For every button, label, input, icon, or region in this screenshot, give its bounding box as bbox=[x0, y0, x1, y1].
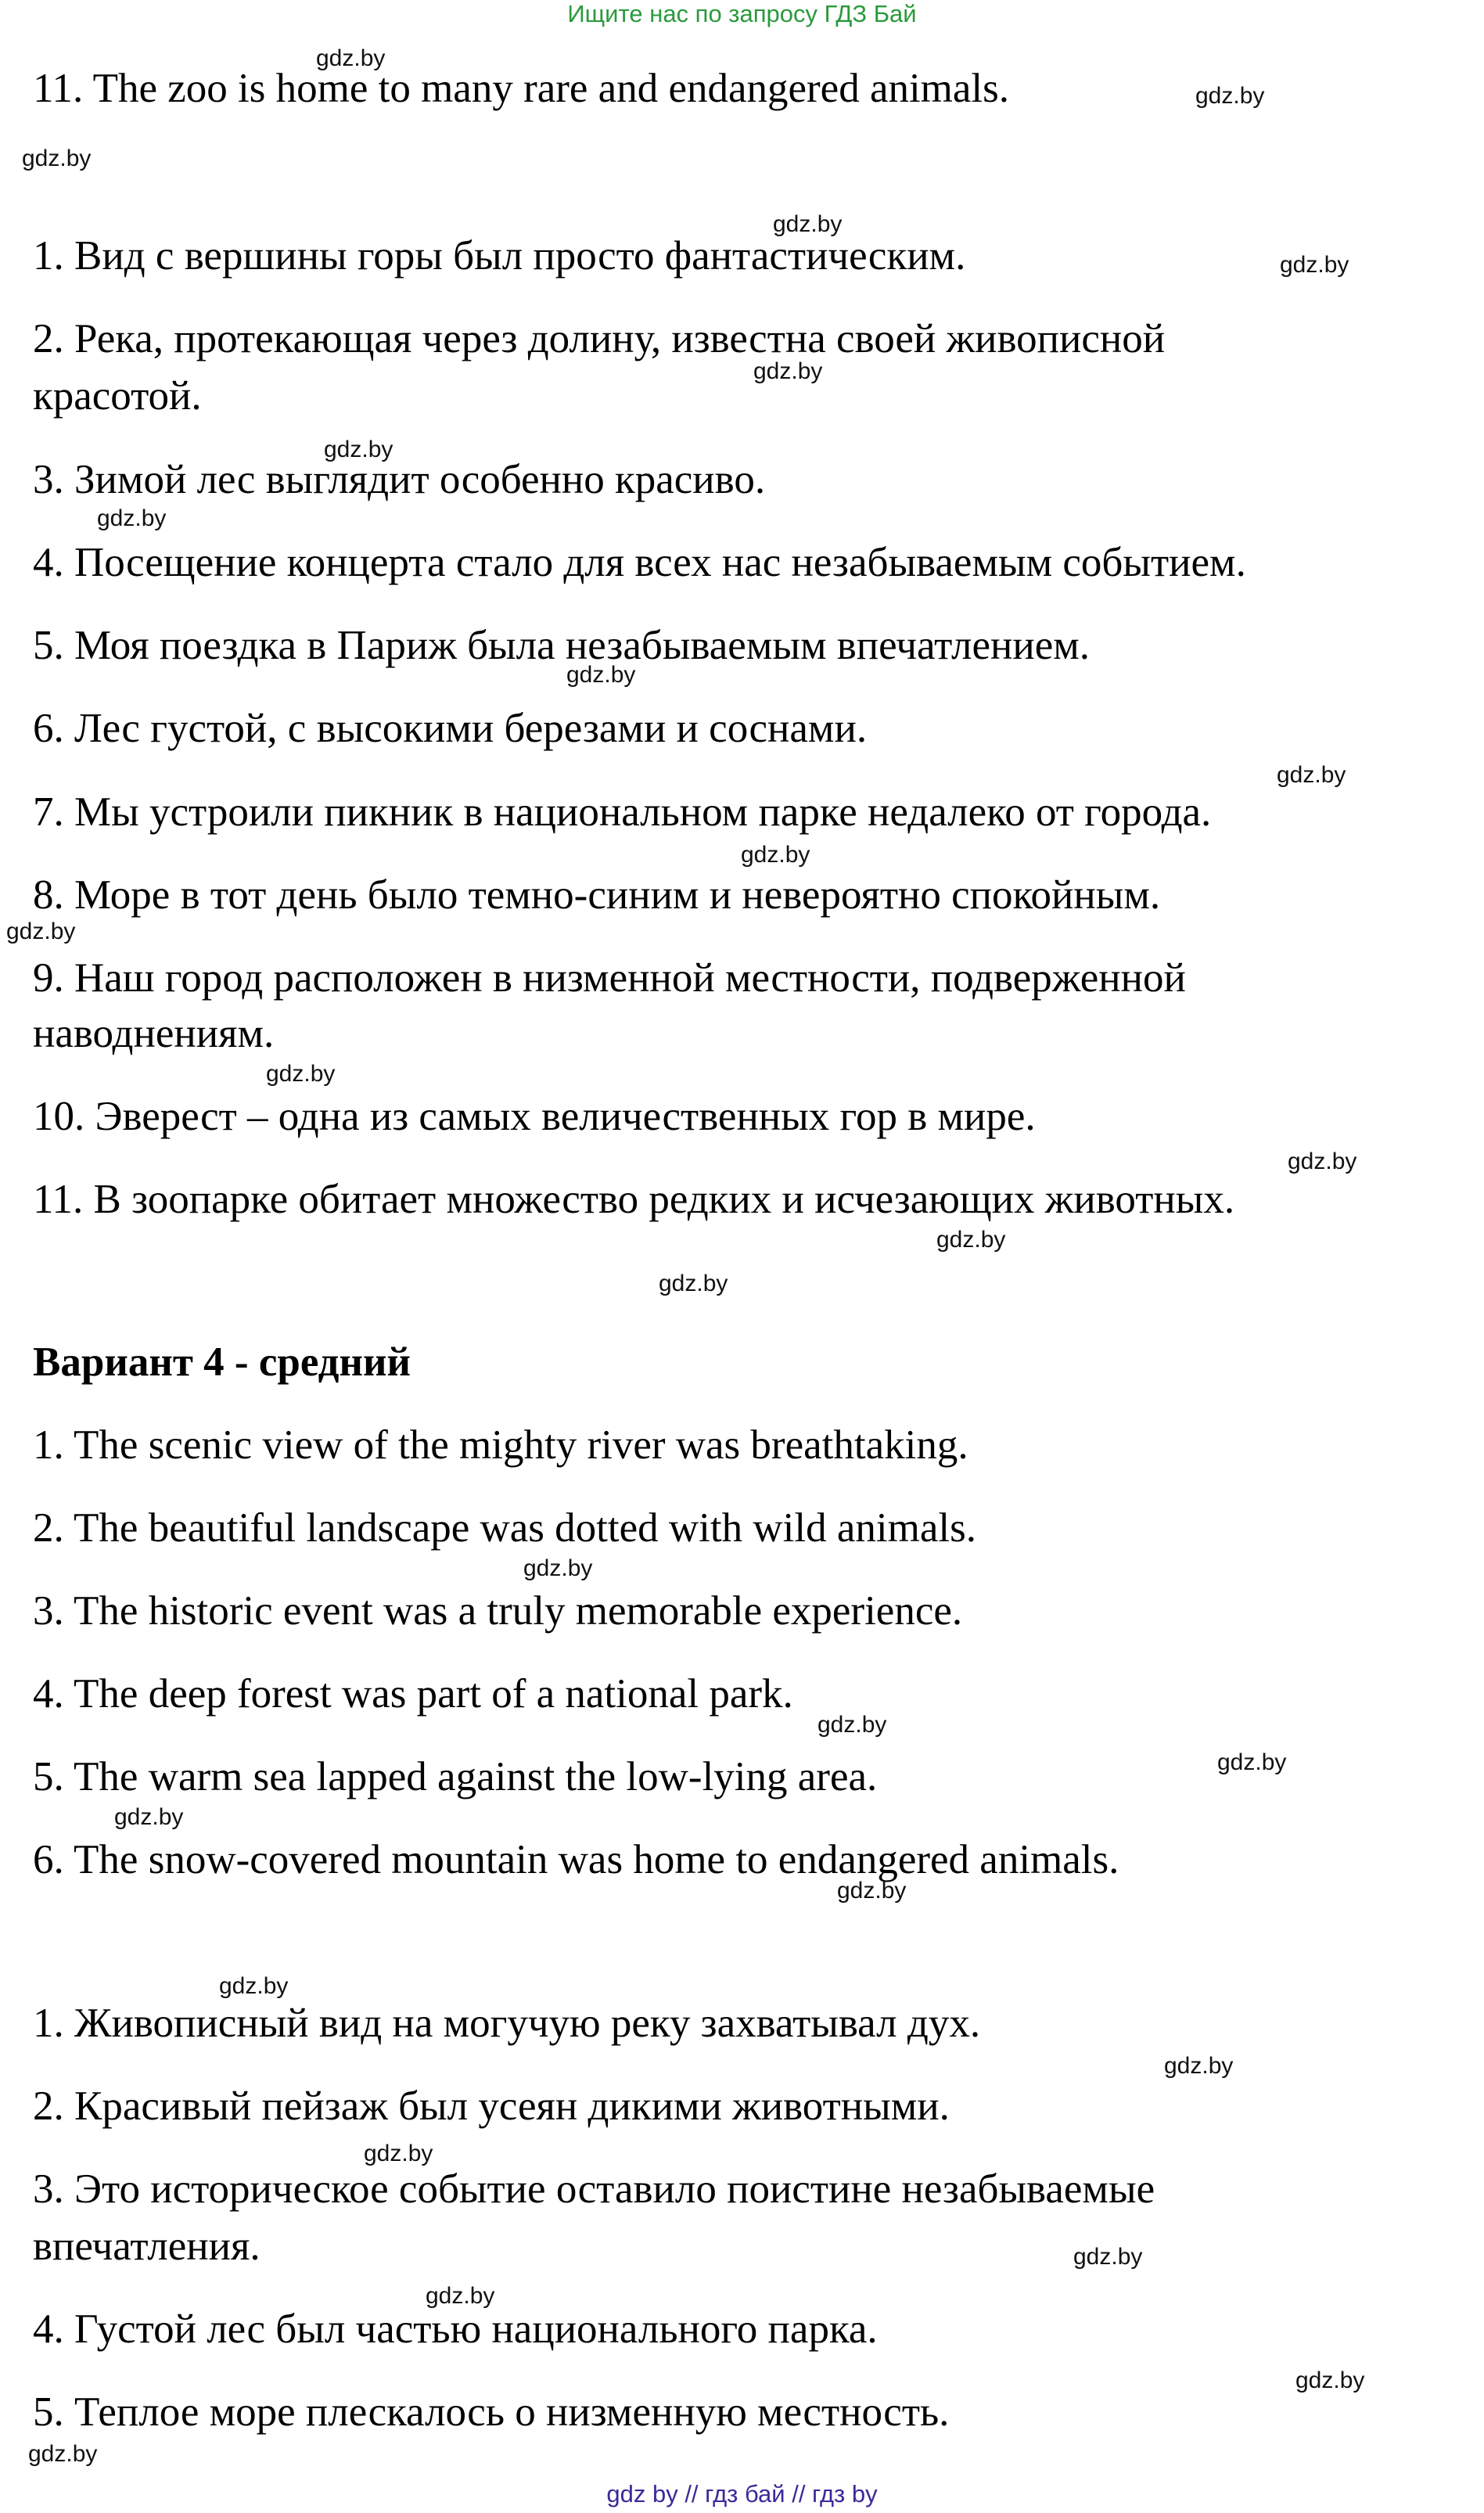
watermark: gdz.by bbox=[566, 662, 636, 688]
watermark: gdz.by bbox=[426, 2283, 495, 2309]
ru-item-3: 3. Зимой лес выглядит особенно красиво. bbox=[33, 457, 766, 502]
ru-item-7: 7. Мы устроили пикник в национальном парке недалеко от города. bbox=[33, 789, 1212, 835]
watermark: gdz.by bbox=[773, 211, 843, 237]
v4-en-item-1: 1. The scenic view of the mighty river was breathtaking. bbox=[33, 1422, 968, 1468]
ru-item-5: 5. Моя поездка в Париж была незабываемым впечатлением. bbox=[33, 623, 1091, 668]
ru-item-10: 10. Эверест – одна из самых величественных гор в мире. bbox=[33, 1094, 1036, 1139]
watermark: gdz.by bbox=[1277, 762, 1346, 788]
site-banner[interactable]: Ищите нас по запросу ГДЗ Бай bbox=[567, 0, 917, 27]
ru-item-4: 4. Посещение концерта стало для всех нас незабываемым событием. bbox=[33, 540, 1246, 585]
v4-en-item-2: 2. The beautiful landscape was dotted with wild animals. bbox=[33, 1505, 976, 1551]
ru-item-2-cont: красотой. bbox=[33, 373, 202, 419]
ru-item-1: 1. Вид с вершины горы был просто фантастическим. bbox=[33, 233, 966, 279]
v4-ru-item-3-cont: впечатления. bbox=[33, 2224, 261, 2269]
watermark: gdz.by bbox=[1280, 252, 1349, 278]
v4-ru-item-2: 2. Красивый пейзаж был усеян дикими животными. bbox=[33, 2083, 950, 2129]
watermark: gdz.by bbox=[364, 2141, 433, 2166]
v4-ru-item-4: 4. Густой лес был частью национального парка. bbox=[33, 2306, 878, 2352]
watermark: gdz.by bbox=[22, 146, 92, 171]
watermark: gdz.by bbox=[837, 1878, 907, 1904]
en-item-11: 11. The zoo is home to many rare and endangered animals. bbox=[33, 66, 1010, 111]
watermark: gdz.by bbox=[316, 45, 386, 71]
watermark: gdz.by bbox=[1217, 1749, 1287, 1775]
watermark: gdz.by bbox=[1073, 2244, 1143, 2270]
watermark: gdz.by bbox=[1195, 83, 1265, 109]
ru-item-8: 8. Море в тот день было темно-синим и невероятно спокойным. bbox=[33, 872, 1161, 918]
watermark: gdz.by bbox=[324, 437, 393, 462]
watermark: gdz.by bbox=[219, 1973, 289, 1999]
watermark: gdz.by bbox=[97, 505, 167, 531]
v4-en-item-3: 3. The historic event was a truly memorable experience. bbox=[33, 1588, 963, 1634]
watermark: gdz.by bbox=[6, 919, 76, 944]
ru-item-11: 11. В зоопарке обитает множество редких и исчезающих животных. bbox=[33, 1177, 1235, 1222]
v4-en-item-6: 6. The snow-covered mountain was home to endangered animals. bbox=[33, 1837, 1119, 1882]
v4-ru-item-3: 3. Это историческое событие оставило поистине незабываемые bbox=[33, 2166, 1155, 2212]
watermark: gdz.by bbox=[266, 1061, 336, 1087]
watermark: gdz.by bbox=[817, 1712, 887, 1738]
ru-item-2: 2. Река, протекающая через долину, известна своей живописной bbox=[33, 316, 1166, 361]
watermark: gdz.by bbox=[741, 842, 810, 868]
watermark: gdz.by bbox=[523, 1555, 593, 1581]
watermark: gdz.by bbox=[936, 1227, 1006, 1253]
v4-en-item-5: 5. The warm sea lapped against the low-lying area. bbox=[33, 1754, 878, 1799]
watermark: gdz.by bbox=[114, 1804, 184, 1830]
watermark: gdz.by bbox=[753, 358, 823, 384]
v4-ru-item-1: 1. Живописный вид на могучую реку захватывал дух. bbox=[33, 2001, 981, 2046]
v4-ru-item-5: 5. Теплое море плескалось о низменную местность. bbox=[33, 2389, 950, 2435]
site-footer-links[interactable]: gdz by // гдз бай // гдз by bbox=[606, 2480, 878, 2508]
watermark: gdz.by bbox=[659, 1271, 728, 1296]
watermark: gdz.by bbox=[1295, 2367, 1365, 2393]
watermark: gdz.by bbox=[28, 2441, 98, 2467]
watermark: gdz.by bbox=[1164, 2053, 1234, 2079]
watermark: gdz.by bbox=[1288, 1149, 1357, 1174]
variant-4-heading: Вариант 4 - средний bbox=[33, 1339, 411, 1385]
ru-item-6: 6. Лес густой, с высокими березами и соснами. bbox=[33, 706, 868, 751]
ru-item-9: 9. Наш город расположен в низменной местности, подверженной bbox=[33, 955, 1186, 1001]
ru-item-9-cont: наводнениям. bbox=[33, 1011, 275, 1056]
v4-en-item-4: 4. The deep forest was part of a national park. bbox=[33, 1671, 793, 1717]
